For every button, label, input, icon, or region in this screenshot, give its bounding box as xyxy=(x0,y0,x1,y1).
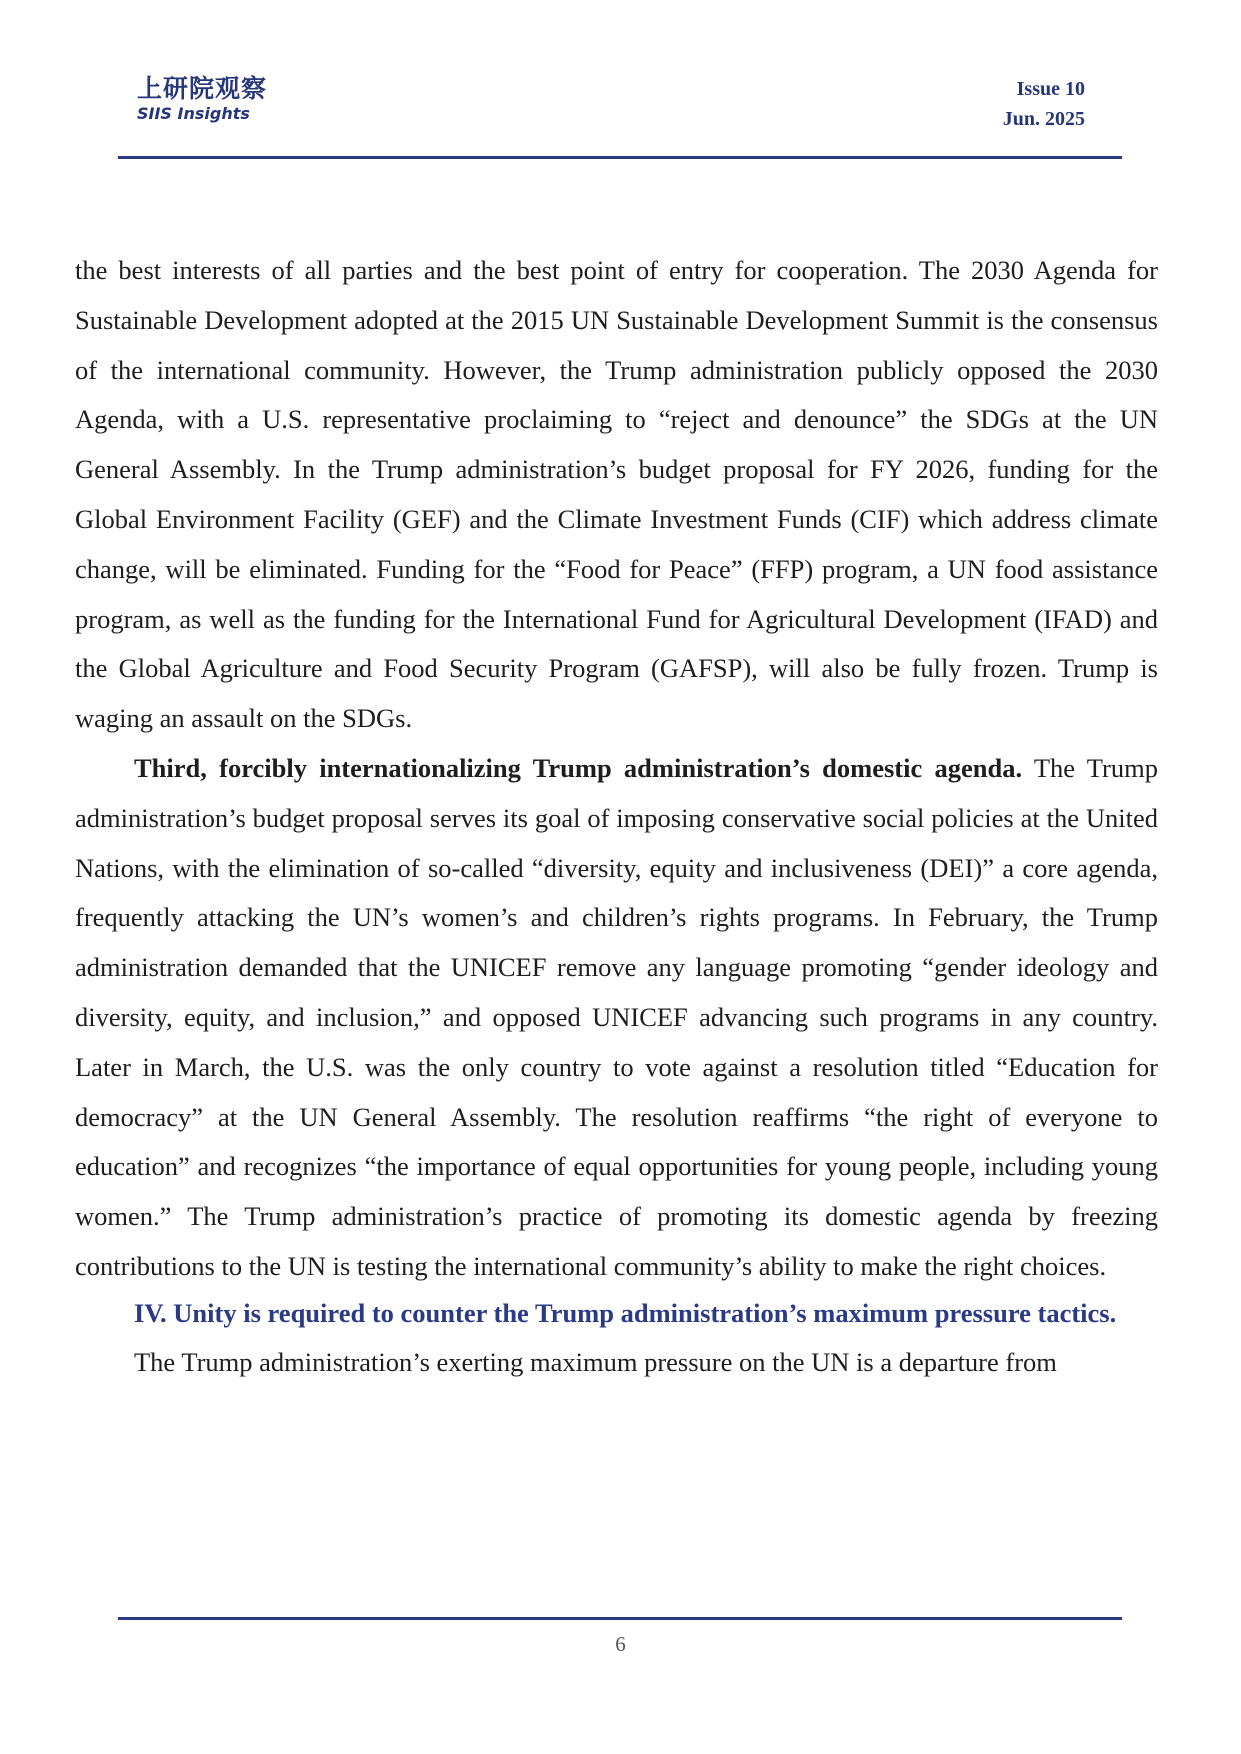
paragraph-text: The Trump administration’s budget proposal serves its goal of imposing conservative social policies at the United Nations, with the elimination of so-called “diversity, equity and inclusiveness (DEI)” a core agenda, frequently attacking the UN’s women’s and children’s rights programs. In February, the Trump administration demanded that the UNICEF remove any language promoting “gender ideology and diversity, equity, and inclusion,” and opposed UNICEF advancing such programs in any country. Later in March, the U.S. was the only country to vote against a resolution titled “Education for democracy” at the UN General Assembly. The resolution reaffirms “the right of everyone to education” and recognizes “the importance of equal opportunities for young people, including young women.” The Trump administration’s practice of promoting its domestic agenda by freezing contributions to the UN is testing the international community’s ability to make the right choices. xyxy=(75,752,1158,1281)
footer-divider xyxy=(118,1617,1122,1620)
article-body xyxy=(75,246,1158,1388)
body-paragraph xyxy=(75,744,1158,1292)
logo-chinese-title: 上研院观察 xyxy=(137,74,268,103)
issue-date: Jun. 2025 xyxy=(1002,108,1085,130)
paragraph-lead: Third, forcibly internationalizing Trump administration’s domestic agenda. xyxy=(134,752,1023,783)
issue-info xyxy=(1003,74,1085,134)
page-number: 6 xyxy=(615,1632,626,1656)
body-paragraph: The Trump administration’s exerting maximum pressure on the UN is a departure from xyxy=(134,1346,1057,1377)
header-divider xyxy=(118,156,1122,159)
body-paragraph: the best interests of all parties and the best point of entry for cooperation. The 2030 Agenda for Sustainable Development adopted at the 2015 UN Sustainable Development Summit is the consensus of the international community. However, the Trump administration publicly opposed the 2030 Agenda, with a U.S. representative proclaiming to “reject and denounce” the SDGs at the UN General Assembly. In the Trump administration’s budget proposal for FY 2026, funding for the Global Environment Facility (GEF) and the Climate Investment Funds (CIF) which address climate change, will be eliminated. Funding for the “Food for Peace” (FFP) program, a UN food assistance program, as well as the funding for the International Fund for Agricultural Development (IFAD) and the Global Agriculture and Food Security Program (GAFSP), will also be fully frozen. Trump is waging an assault on the SDGs. xyxy=(75,255,1158,734)
logo-english-title: SIIS Insights xyxy=(137,104,250,123)
issue-number: Issue 10 xyxy=(1016,78,1085,100)
section-heading: IV. Unity is required to counter the Trump administration’s maximum pressure tactics. xyxy=(134,1297,1117,1328)
